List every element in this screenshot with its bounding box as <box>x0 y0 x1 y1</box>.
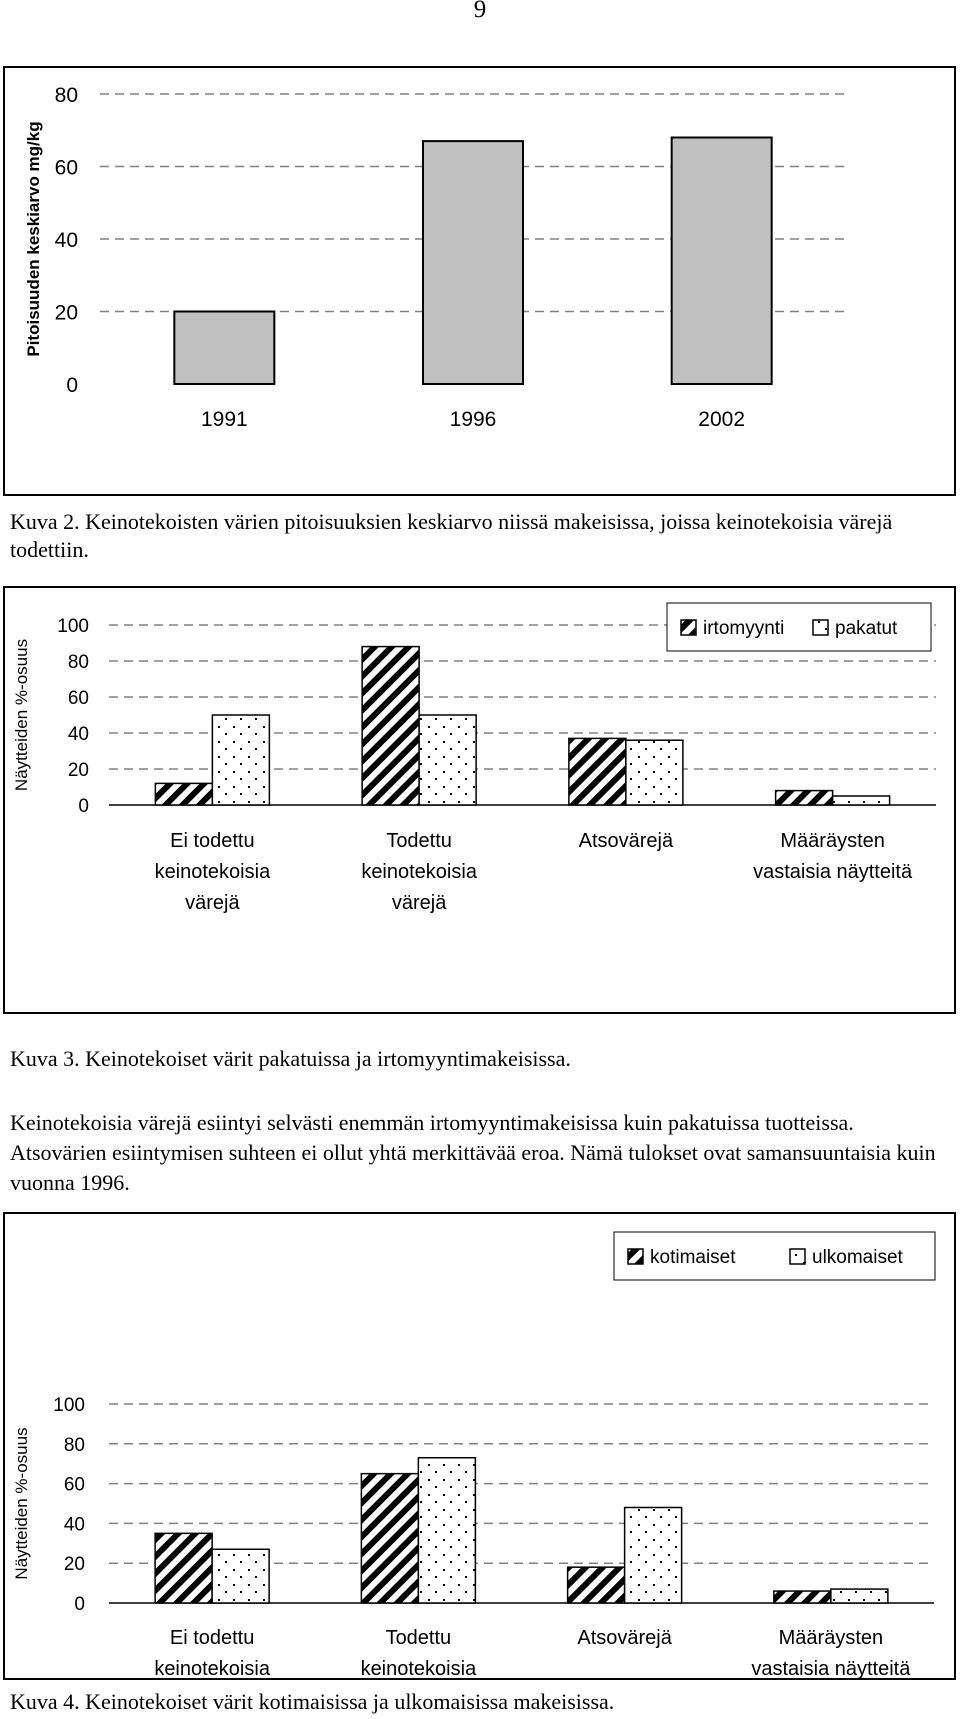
legend-swatch-ulkomaiset <box>790 1249 805 1264</box>
y-tick-label: 60 <box>67 688 89 709</box>
chart-domestic-vs-foreign-svg <box>5 1214 954 1678</box>
x-tick-label: Todettu keinotekoisia värejä <box>361 830 477 914</box>
y-tick-label: 60 <box>54 156 78 180</box>
legend-swatch-pakatut <box>813 620 828 635</box>
bar-ulkomaiset <box>212 1549 269 1603</box>
figure-4-caption: Kuva 4. Keinotekoiset värit kotimaisissa ja ulkomaisissa makeisissa. <box>10 1689 615 1714</box>
bar-irtomyynti <box>155 783 212 805</box>
bar-irtomyynti <box>362 647 419 805</box>
x-tick-label: Ei todettu keinotekoisia <box>154 1627 270 1678</box>
bar-irtomyynti <box>776 791 833 805</box>
bar-kotimaiset <box>568 1567 625 1603</box>
x-tick-label: 1991 <box>200 408 248 431</box>
bar <box>174 312 274 385</box>
bar-ulkomaiset <box>418 1458 475 1603</box>
page-number: 9 <box>473 0 487 23</box>
bar-kotimaiset <box>774 1591 831 1603</box>
bar <box>423 141 523 384</box>
y-tick-label: 0 <box>66 374 78 397</box>
y-tick-label: 0 <box>74 1594 85 1615</box>
plot-area <box>12 1395 934 1678</box>
chart-domestic-vs-foreign <box>3 1212 956 1680</box>
y-tick-label: 80 <box>54 84 78 107</box>
bar-pakatut <box>833 796 890 805</box>
x-tick-label: Atsovärejä <box>578 830 674 852</box>
y-tick-label: 20 <box>67 760 89 781</box>
x-tick-label: Todettu keinotekoisia <box>360 1627 477 1678</box>
legend-label-ulkomaiset: ulkomaiset <box>812 1247 903 1268</box>
y-tick-label: 0 <box>78 796 89 817</box>
y-tick-label: 20 <box>63 1554 85 1576</box>
bar-kotimaiset <box>361 1474 418 1603</box>
body-paragraph: Keinotekoisia värejä esiintyi selvästi enemmän irtomyyntimakeisissa kuin pakatuissa tuotteissa. Atsovärien esiintymisen suhteen ei ollut yhtä merkittävää eroa. Nämä tulokset ovat samansuuntaisia kuin vuonna 1996. <box>10 1110 936 1195</box>
x-tick-label: 2002 <box>698 408 746 431</box>
y-tick-label: 40 <box>54 229 78 252</box>
chart-concentration <box>3 66 956 496</box>
bar-irtomyynti <box>569 738 626 805</box>
bar-pakatut <box>419 715 476 805</box>
y-tick-label: 60 <box>63 1474 85 1496</box>
bar-ulkomaiset <box>625 1507 682 1603</box>
y-tick-label: 80 <box>63 1434 85 1456</box>
bar-pakatut <box>626 740 683 805</box>
chart-bulk-vs-packaged <box>3 586 956 1014</box>
bar-ulkomaiset <box>831 1589 888 1603</box>
y-axis-title: Näytteiden %-osuus <box>12 638 31 792</box>
legend-swatch-kotimaiset <box>628 1249 643 1264</box>
x-tick-label: 1996 <box>449 408 497 431</box>
y-tick-label: 100 <box>53 1395 85 1416</box>
y-tick-label: 20 <box>54 301 78 325</box>
chart-concentration-svg <box>5 68 954 494</box>
figure-3-caption: Kuva 3. Keinotekoiset värit pakatuissa ja irtomyyntimakeisissa. <box>10 1046 571 1071</box>
x-tick-label: Määräysten vastaisia näytteitä <box>751 1627 911 1678</box>
legend-swatch-irtomyynti <box>681 620 696 635</box>
chart-bulk-vs-packaged-svg <box>5 588 954 1012</box>
y-tick-label: 40 <box>67 724 89 745</box>
x-tick-label: Ei todettu keinotekoisia värejä <box>154 830 271 914</box>
y-tick-label: 100 <box>57 616 89 637</box>
y-tick-label: 80 <box>67 652 89 673</box>
bar <box>672 138 772 385</box>
x-tick-label: Määräysten vastaisia näytteitä <box>753 830 913 883</box>
bar-pakatut <box>212 715 269 805</box>
legend-label-kotimaiset: kotimaiset <box>650 1247 736 1268</box>
legend-label-irtomyynti: irtomyynti <box>703 618 785 639</box>
x-tick-label: Atsovärejä <box>577 1627 672 1649</box>
y-axis-title: Pitoisuuden keskiarvo mg/kg <box>24 121 43 357</box>
y-tick-label: 40 <box>63 1514 85 1536</box>
legend-label-pakatut: pakatut <box>835 618 898 639</box>
bar-kotimaiset <box>155 1533 212 1603</box>
y-axis-title: Näytteiden %-osuus <box>12 1427 31 1580</box>
figure-2-caption: Kuva 2. Keinotekoisten värien pitoisuuksien keskiarvo niissä makeisissa, joissa keinotekoisia värejä todettiin. <box>10 509 893 562</box>
